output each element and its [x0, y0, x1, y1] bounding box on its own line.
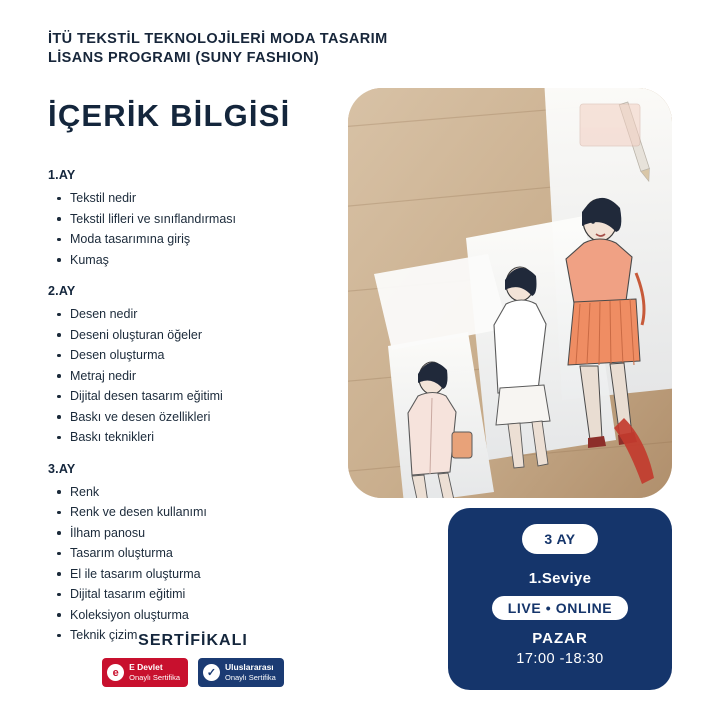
list-item: Desen oluşturma	[68, 345, 348, 366]
list-item: Metraj nedir	[68, 366, 348, 387]
format-badge: LIVE • ONLINE	[492, 596, 629, 620]
badge-line-2: Onaylı Sertifika	[225, 672, 276, 682]
month-items	[48, 304, 348, 448]
check-icon: ✓	[203, 664, 220, 681]
certificate-title: SERTİFİKALI	[138, 632, 248, 649]
photo-illustration	[348, 88, 672, 498]
list-item: Baskı teknikleri	[68, 427, 348, 448]
list-item: El ile tasarım oluşturma	[68, 564, 348, 585]
page-title: İÇERİK BİLGİSİ	[48, 98, 291, 133]
list-item: Teknik çizim	[68, 625, 348, 646]
list-item: Renk	[68, 482, 348, 503]
list-item: Dijital desen tasarım eğitimi	[68, 386, 348, 407]
time-label: 17:00 -18:30	[516, 651, 604, 667]
list-item: Koleksiyon oluşturma	[68, 605, 348, 626]
schedule-card	[448, 508, 672, 690]
header-line-1: İTÜ TEKSTİL TEKNOLOJİLERİ MODA TASARIM	[48, 31, 388, 47]
list-item: Renk ve desen kullanımı	[68, 502, 348, 523]
month-title: 1.AY	[48, 168, 76, 182]
day-label: PAZAR	[532, 630, 588, 647]
certificate-section	[48, 632, 338, 687]
e-devlet-icon: e	[107, 664, 124, 681]
badge-text	[225, 662, 276, 683]
list-item: Baskı ve desen özellikleri	[68, 407, 348, 428]
badge-e-devlet	[102, 658, 188, 687]
list-item: Moda tasarımına giriş	[68, 229, 348, 250]
list-item: İlham panosu	[68, 523, 348, 544]
list-item: Deseni oluşturan öğeler	[68, 325, 348, 346]
list-item: Tekstil nedir	[68, 188, 348, 209]
badge-line-1: E Devlet	[129, 662, 163, 672]
list-item: Desen nedir	[68, 304, 348, 325]
fashion-sketch-photo	[348, 88, 672, 498]
list-item: Tasarım oluşturma	[68, 543, 348, 564]
curriculum-list	[48, 168, 348, 660]
month-items	[48, 188, 348, 270]
month-block	[48, 284, 348, 448]
badge-text	[129, 662, 180, 683]
badge-line-2: Onaylı Sertifika	[129, 672, 180, 682]
month-title: 2.AY	[48, 284, 76, 298]
level-label: 1.Seviye	[528, 570, 592, 587]
badge-line-1: Uluslararası	[225, 662, 274, 672]
list-item: Dijital tasarım eğitimi	[68, 584, 348, 605]
month-block	[48, 168, 348, 270]
list-item: Kumaş	[68, 250, 348, 271]
certificate-badges	[48, 658, 338, 687]
list-item: Tekstil lifleri ve sınıflandırması	[68, 209, 348, 230]
badge-international	[198, 658, 284, 687]
header	[48, 30, 478, 68]
duration-badge: 3 AY	[522, 524, 597, 554]
header-line-2: LİSANS PROGRAMI (SUNY FASHION)	[48, 50, 320, 66]
month-block	[48, 462, 348, 646]
month-title: 3.AY	[48, 461, 76, 476]
month-items	[48, 482, 348, 646]
